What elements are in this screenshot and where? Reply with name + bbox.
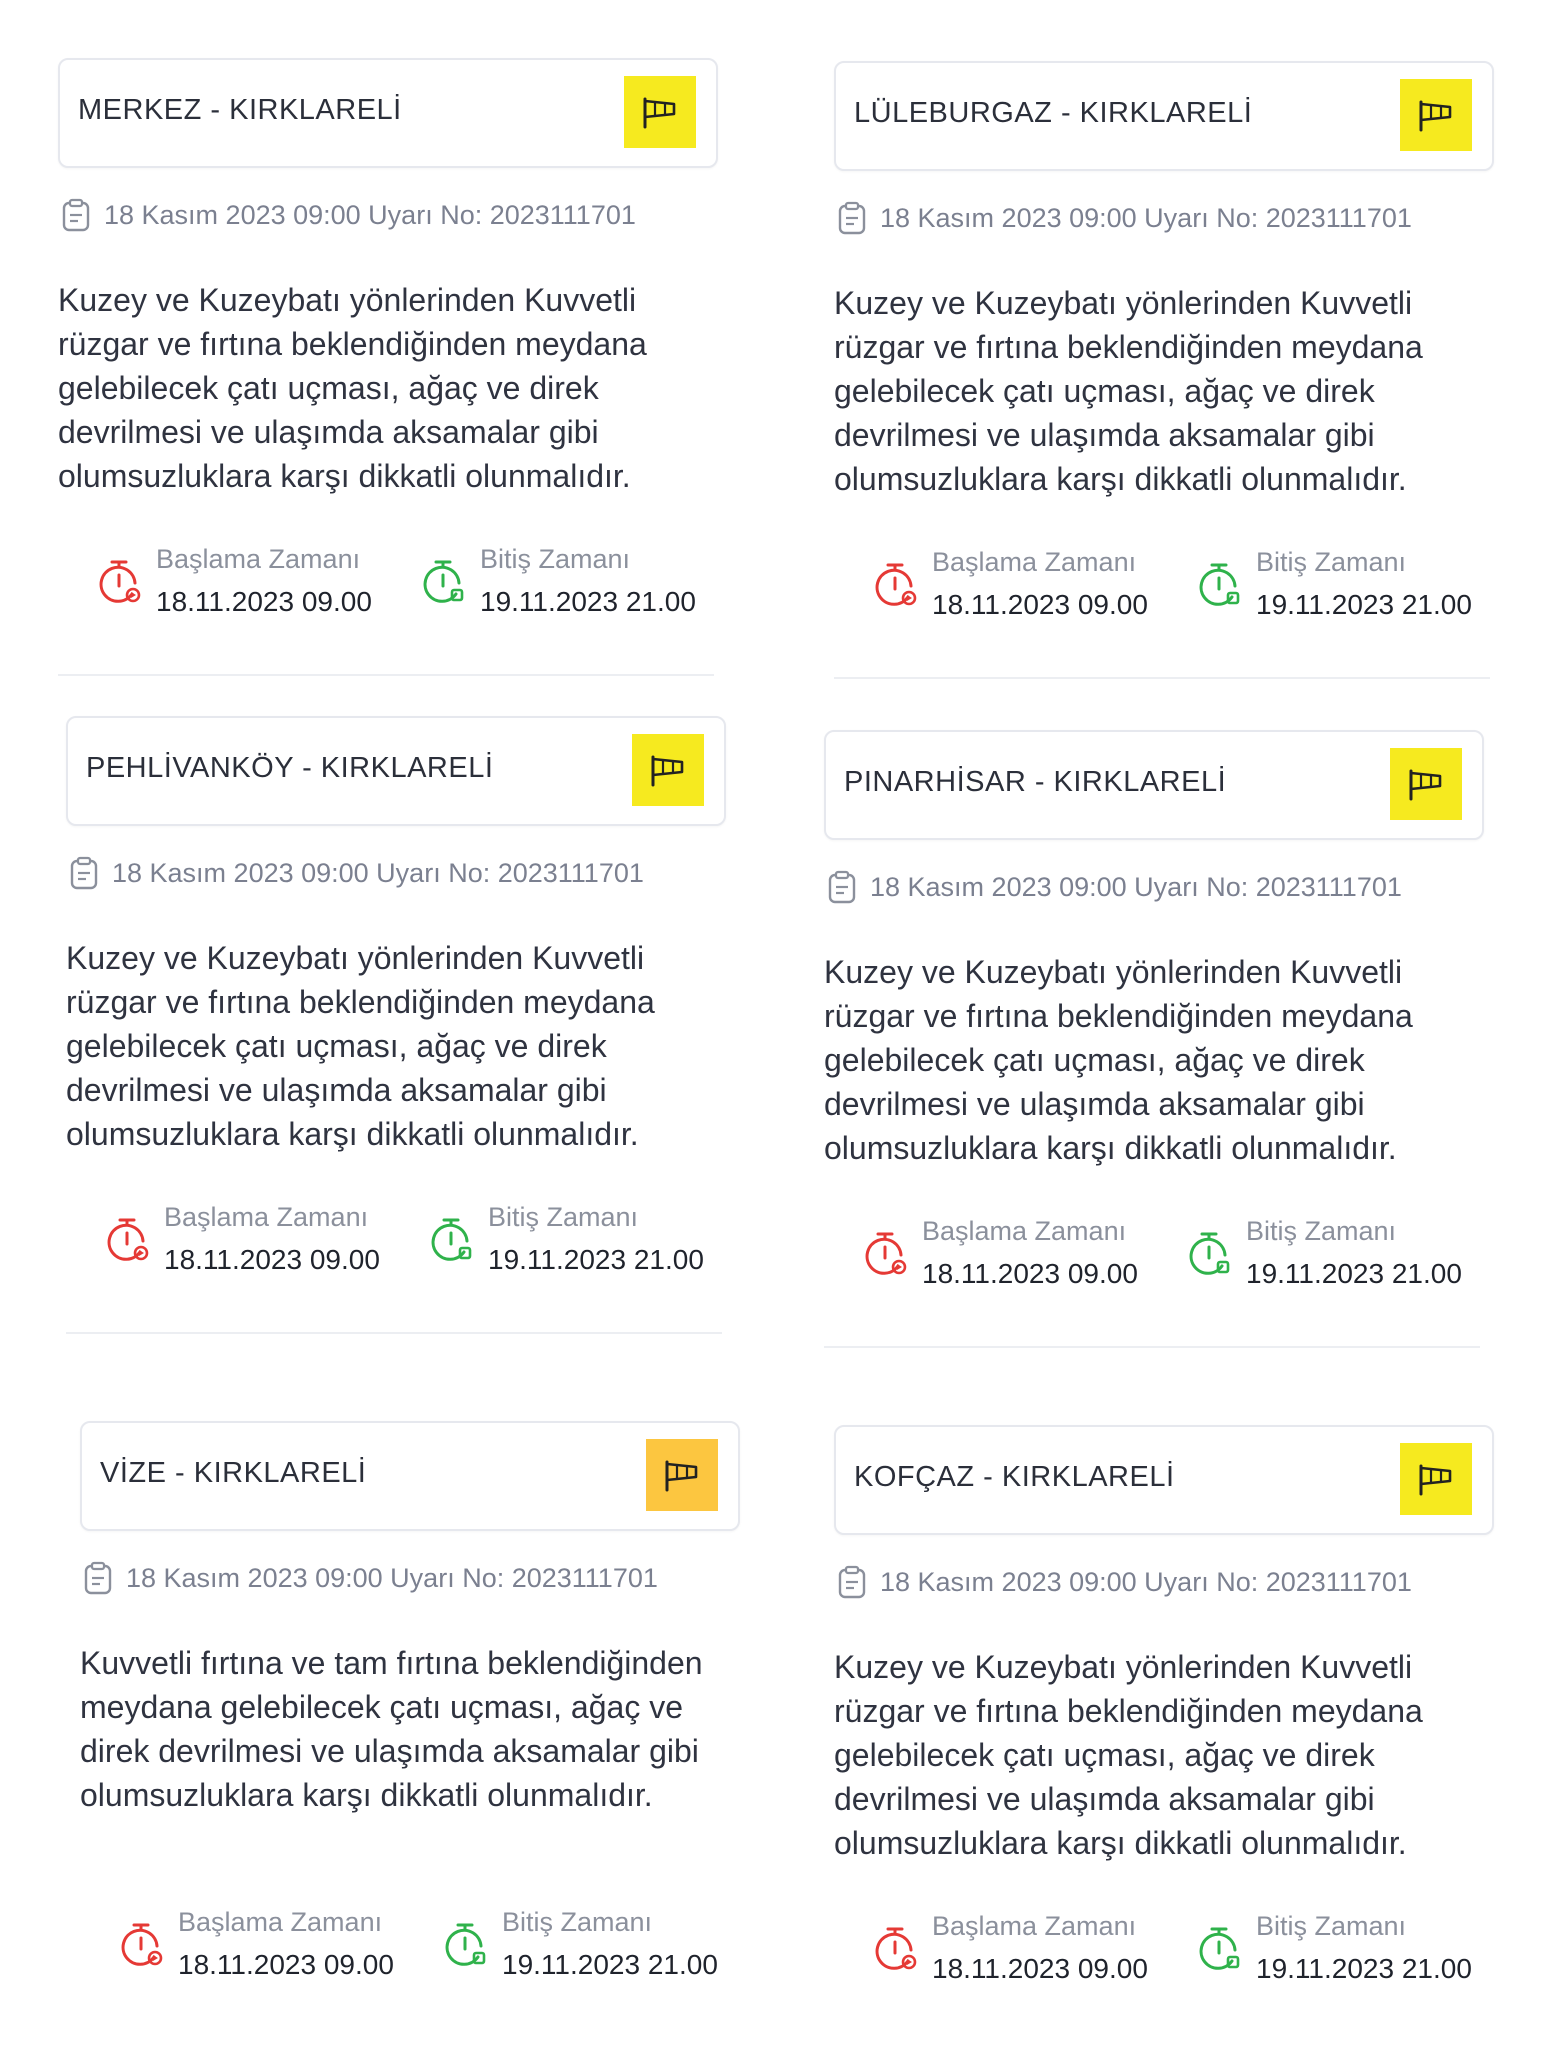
date-info-text: 18 Kasım 2023 09:00 Uyarı No: 2023111701: [870, 871, 1402, 902]
windsock-icon: [624, 76, 696, 148]
end-label: Bitiş Zamanı: [488, 1202, 639, 1232]
windsock-icon: [632, 734, 704, 806]
location-header[interactable]: [834, 1425, 1494, 1535]
end-timer-icon: [430, 1216, 474, 1266]
end-value: 19.11.2023 21.00: [1246, 1258, 1462, 1289]
end-value: 19.11.2023 21.00: [1256, 1953, 1472, 1984]
windsock-icon: [1390, 748, 1462, 820]
location-header[interactable]: [58, 58, 718, 168]
start-timer-icon: [98, 558, 142, 608]
date-info: [62, 198, 636, 232]
date-info-text: 18 Kasım 2023 09:00 Uyarı No: 2023111701: [112, 857, 644, 888]
date-info-text: 18 Kasım 2023 09:00 Uyarı No: 2023111701: [104, 199, 636, 230]
warning-description: Kuzey ve Kuzeybatı yönlerinden Kuvvetli rüzgar ve fırtına beklendiğinden meydana gelebilecek çatı uçması, ağaç ve direk devrilmesi ve ulaşımda aksamalar gibi olumsuzluklara karşı dikkatli olunmalıdır.: [834, 285, 1423, 497]
warning-description: Kuzey ve Kuzeybatı yönlerinden Kuvvetli rüzgar ve fırtına beklendiğinden meydana gelebilecek çatı uçması, ağaç ve direk devrilmesi ve ulaşımda aksamalar gibi olumsuzluklara karşı dikkatli olunmalıdır.: [58, 282, 647, 494]
time-range: [864, 1216, 1464, 1296]
start-label: Başlama Zamanı: [932, 1911, 1137, 1941]
clipboard-icon: [70, 856, 98, 890]
divider: [834, 677, 1490, 679]
time-range: [120, 1907, 720, 1987]
divider: [66, 1332, 722, 1334]
end-value: 19.11.2023 21.00: [488, 1244, 704, 1275]
date-info: [70, 856, 644, 890]
start-timer-icon: [874, 561, 918, 611]
windsock-icon: [1400, 79, 1472, 151]
start-value: 18.11.2023 09.00: [932, 1953, 1148, 1984]
clipboard-icon: [828, 870, 856, 904]
location-title: KOFÇAZ - KIRKLARELİ: [854, 1461, 1175, 1493]
start-timer-icon: [106, 1216, 150, 1266]
end-value: 19.11.2023 21.00: [502, 1949, 718, 1980]
location-header[interactable]: [80, 1421, 740, 1531]
start-value: 18.11.2023 09.00: [932, 589, 1148, 620]
date-info: [84, 1561, 658, 1595]
start-timer-icon: [864, 1230, 908, 1280]
location-title: MERKEZ - KIRKLARELİ: [78, 94, 402, 126]
start-value: 18.11.2023 09.00: [922, 1258, 1138, 1289]
start-label: Başlama Zamanı: [932, 547, 1137, 577]
location-header[interactable]: [824, 730, 1484, 840]
date-info: [838, 1565, 1412, 1599]
warning-description: Kuzey ve Kuzeybatı yönlerinden Kuvvetli rüzgar ve fırtına beklendiğinden meydana gelebilecek çatı uçması, ağaç ve direk devrilmesi ve ulaşımda aksamalar gibi olumsuzluklara karşı dikkatli olunmalıdır.: [66, 940, 655, 1152]
start-value: 18.11.2023 09.00: [156, 586, 372, 617]
location-header[interactable]: [66, 716, 726, 826]
end-label: Bitiş Zamanı: [480, 544, 631, 574]
time-range: [874, 1911, 1474, 1991]
warning-description: Kuzey ve Kuzeybatı yönlerinden Kuvvetli rüzgar ve fırtına beklendiğinden meydana gelebilecek çatı uçması, ağaç ve direk devrilmesi ve ulaşımda aksamalar gibi olumsuzluklara karşı dikkatli olunmalıdır.: [824, 954, 1413, 1166]
end-label: Bitiş Zamanı: [1256, 547, 1407, 577]
location-title: VİZE - KIRKLARELİ: [100, 1457, 367, 1489]
end-timer-icon: [1198, 561, 1242, 611]
end-timer-icon: [1198, 1925, 1242, 1975]
start-value: 18.11.2023 09.00: [164, 1244, 380, 1275]
start-timer-icon: [120, 1921, 164, 1971]
date-info-text: 18 Kasım 2023 09:00 Uyarı No: 2023111701: [126, 1562, 658, 1593]
end-value: 19.11.2023 21.00: [1256, 589, 1472, 620]
start-label: Başlama Zamanı: [164, 1202, 369, 1232]
date-info: [838, 201, 1412, 235]
date-info: [828, 870, 1402, 904]
start-label: Başlama Zamanı: [178, 1907, 383, 1937]
start-value: 18.11.2023 09.00: [178, 1949, 394, 1980]
location-title: PEHLİVANKÖY - KIRKLARELİ: [86, 752, 494, 784]
warning-description: Kuvvetli fırtına ve tam fırtına beklendiğinden meydana gelebilecek çatı uçması, ağaç ve direk devrilmesi ve ulaşımda aksamalar gibi olumsuzluklara karşı dikkatli olunmalıdır.: [80, 1645, 703, 1813]
windsock-icon: [646, 1439, 718, 1511]
start-label: Başlama Zamanı: [156, 544, 361, 574]
end-timer-icon: [1188, 1230, 1232, 1280]
clipboard-icon: [62, 198, 90, 232]
divider: [824, 1346, 1480, 1348]
clipboard-icon: [838, 1565, 866, 1599]
end-label: Bitiş Zamanı: [1246, 1216, 1397, 1246]
time-range: [98, 544, 698, 624]
location-title: LÜLEBURGAZ - KIRKLARELİ: [854, 97, 1253, 129]
windsock-icon: [1400, 1443, 1472, 1515]
end-timer-icon: [444, 1921, 488, 1971]
end-value: 19.11.2023 21.00: [480, 586, 696, 617]
warning-description: Kuzey ve Kuzeybatı yönlerinden Kuvvetli rüzgar ve fırtına beklendiğinden meydana gelebilecek çatı uçması, ağaç ve direk devrilmesi ve ulaşımda aksamalar gibi olumsuzluklara karşı dikkatli olunmalıdır.: [834, 1649, 1423, 1861]
clipboard-icon: [84, 1561, 112, 1595]
date-info-text: 18 Kasım 2023 09:00 Uyarı No: 2023111701: [880, 202, 1412, 233]
end-timer-icon: [422, 558, 466, 608]
time-range: [106, 1202, 706, 1282]
start-label: Başlama Zamanı: [922, 1216, 1127, 1246]
divider: [58, 674, 714, 676]
time-range: [874, 547, 1474, 627]
location-title: PINARHİSAR - KIRKLARELİ: [844, 766, 1227, 798]
location-header[interactable]: [834, 61, 1494, 171]
clipboard-icon: [838, 201, 866, 235]
start-timer-icon: [874, 1925, 918, 1975]
date-info-text: 18 Kasım 2023 09:00 Uyarı No: 2023111701: [880, 1566, 1412, 1597]
end-label: Bitiş Zamanı: [1256, 1911, 1407, 1941]
end-label: Bitiş Zamanı: [502, 1907, 653, 1937]
